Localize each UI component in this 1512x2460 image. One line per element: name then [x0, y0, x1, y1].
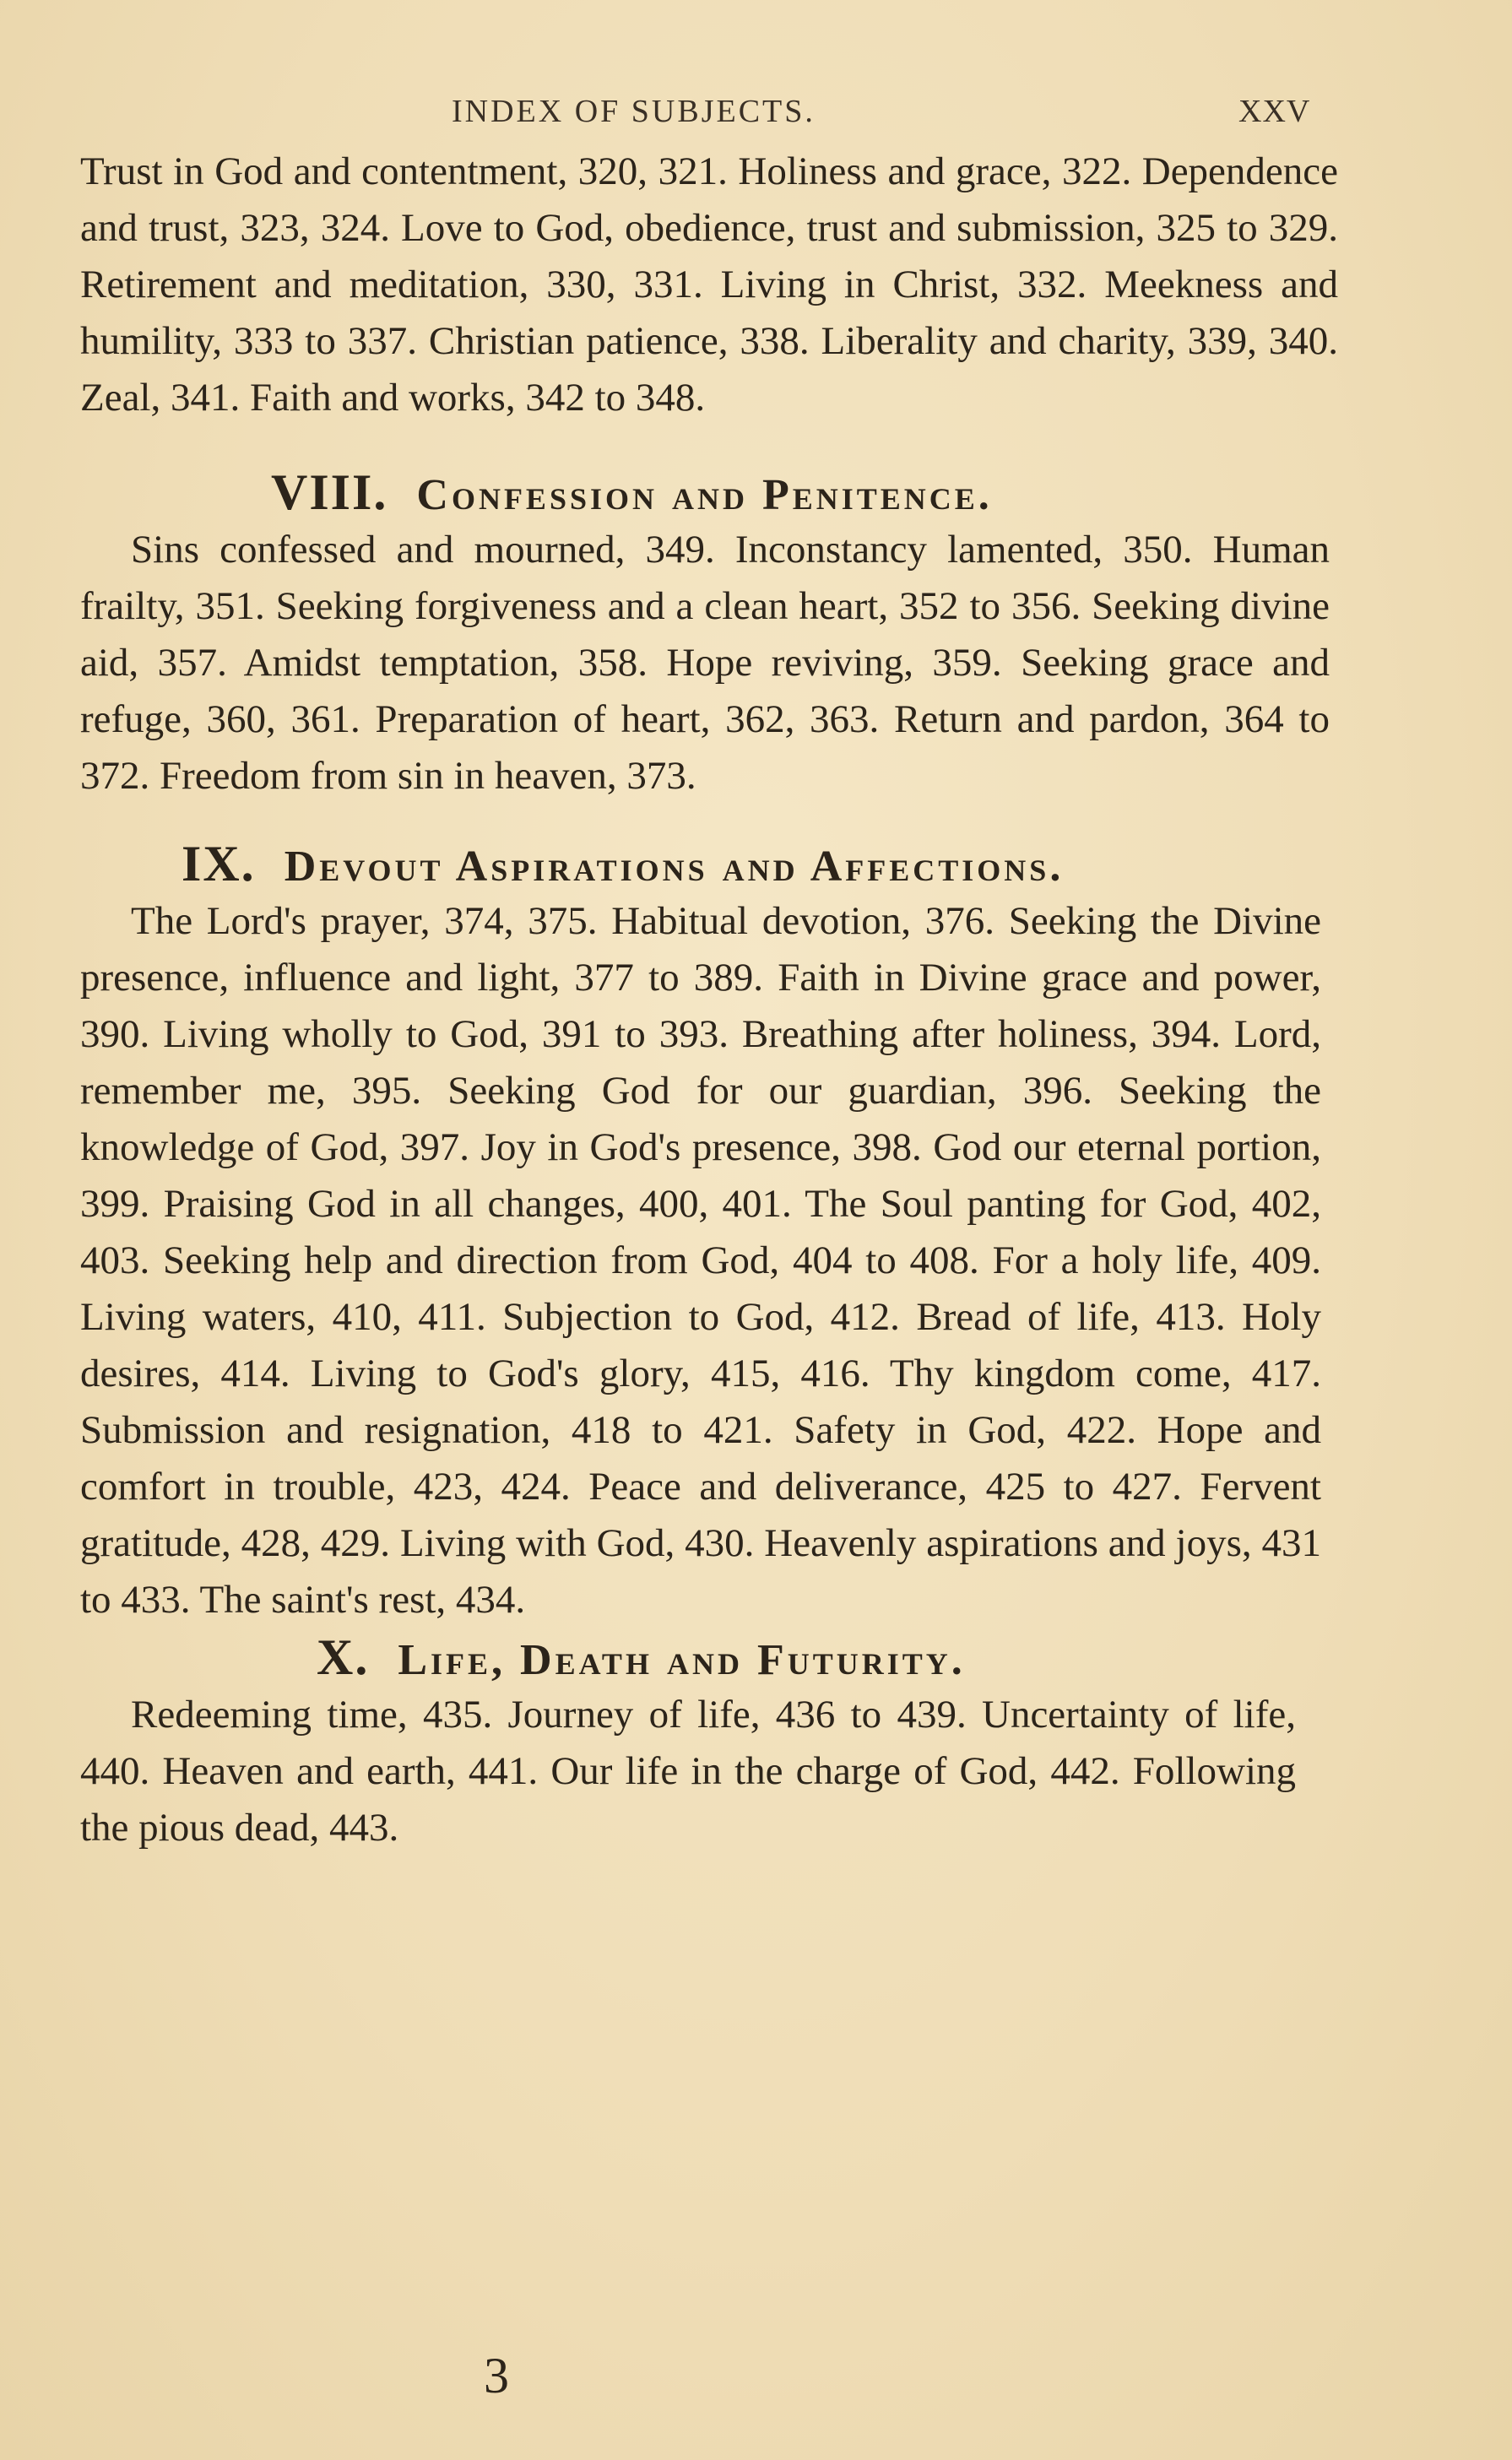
section-heading-x [317, 1628, 1363, 1687]
section-x-entries: Redeeming time, 435. Journey of life, 436 to 439. Uncertainty of life, 440. Heaven and earth, 441. Our life in the charge of God, 442. Following the pious dead, 443. [80, 1693, 1296, 1850]
section-viii-entries: Sins confessed and mourned, 349. Inconstancy lamented, 350. Human frailty, 351. Seeking forgiveness and a clean heart, 352 to 356. Seeking divine aid, 357. Amidst temptation, 358. Hope reviving, 359. Seeking grace and refuge, 360, 361. Preparation of heart, 362, 363. Return and pardon, 364 to 372. Freedom from sin in heaven, 373. [80, 528, 1330, 798]
section-title: Life, Death and Futurity. [398, 1636, 966, 1684]
index-continuation-paragraph: Trust in God and contentment, 320, 321. Holiness and grace, 322. Dependence and trust, 323, 324. Love to God, obedience, trust and submission, 325 to 329. Retirement and meditation, 330, 331. Living in Christ, 332. Meekness and humility, 333 to 337. Christian patience, 338. Liberality and charity, 339, 340. Zeal, 341. Faith and works, 342 to 348. [80, 149, 1338, 420]
running-head [80, 84, 1363, 144]
section-numeral: X. [317, 1629, 370, 1685]
section-title: Confession and Penitence. [416, 471, 993, 519]
book-page [80, 84, 1363, 1856]
page-number: XXV [1238, 94, 1311, 129]
section-numeral: VIII. [271, 464, 388, 520]
section-heading-viii [271, 463, 1363, 522]
section-numeral: IX. [182, 836, 256, 891]
running-head-title: INDEX OF SUBJECTS. [452, 94, 816, 129]
section-title: Devout Aspirations and Affections. [284, 843, 1065, 891]
section-heading-ix [182, 835, 1363, 893]
signature-mark: 3 [484, 2348, 509, 2403]
section-ix-entries: The Lord's prayer, 374, 375. Habitual devotion, 376. Seeking the Divine presence, influence and light, 377 to 389. Faith in Divine grace and power, 390. Living wholly to God, 391 to 393. Breathing after holiness, 394. Lord, remember me, 395. Seeking God for our guardian, 396. Seeking the knowledge of God, 397. Joy in God's presence, 398. God our eternal portion, 399. Praising God in all changes, 400, 401. The Soul panting for God, 402, 403. Seeking help and direction from God, 404 to 408. For a holy life, 409. Living waters, 410, 411. Subjection to God, 412. Bread of life, 413. Holy desires, 414. Living to God's glory, 415, 416. Thy kingdom come, 417. Submission and resignation, 418 to 421. Safety in God, 422. Hope and comfort in trouble, 423, 424. Peace and deliverance, 425 to 427. Fervent gratitude, 428, 429. Living with God, 430. Heavenly aspirations and joys, 431 to 433. The saint's rest, 434. [80, 899, 1321, 1622]
